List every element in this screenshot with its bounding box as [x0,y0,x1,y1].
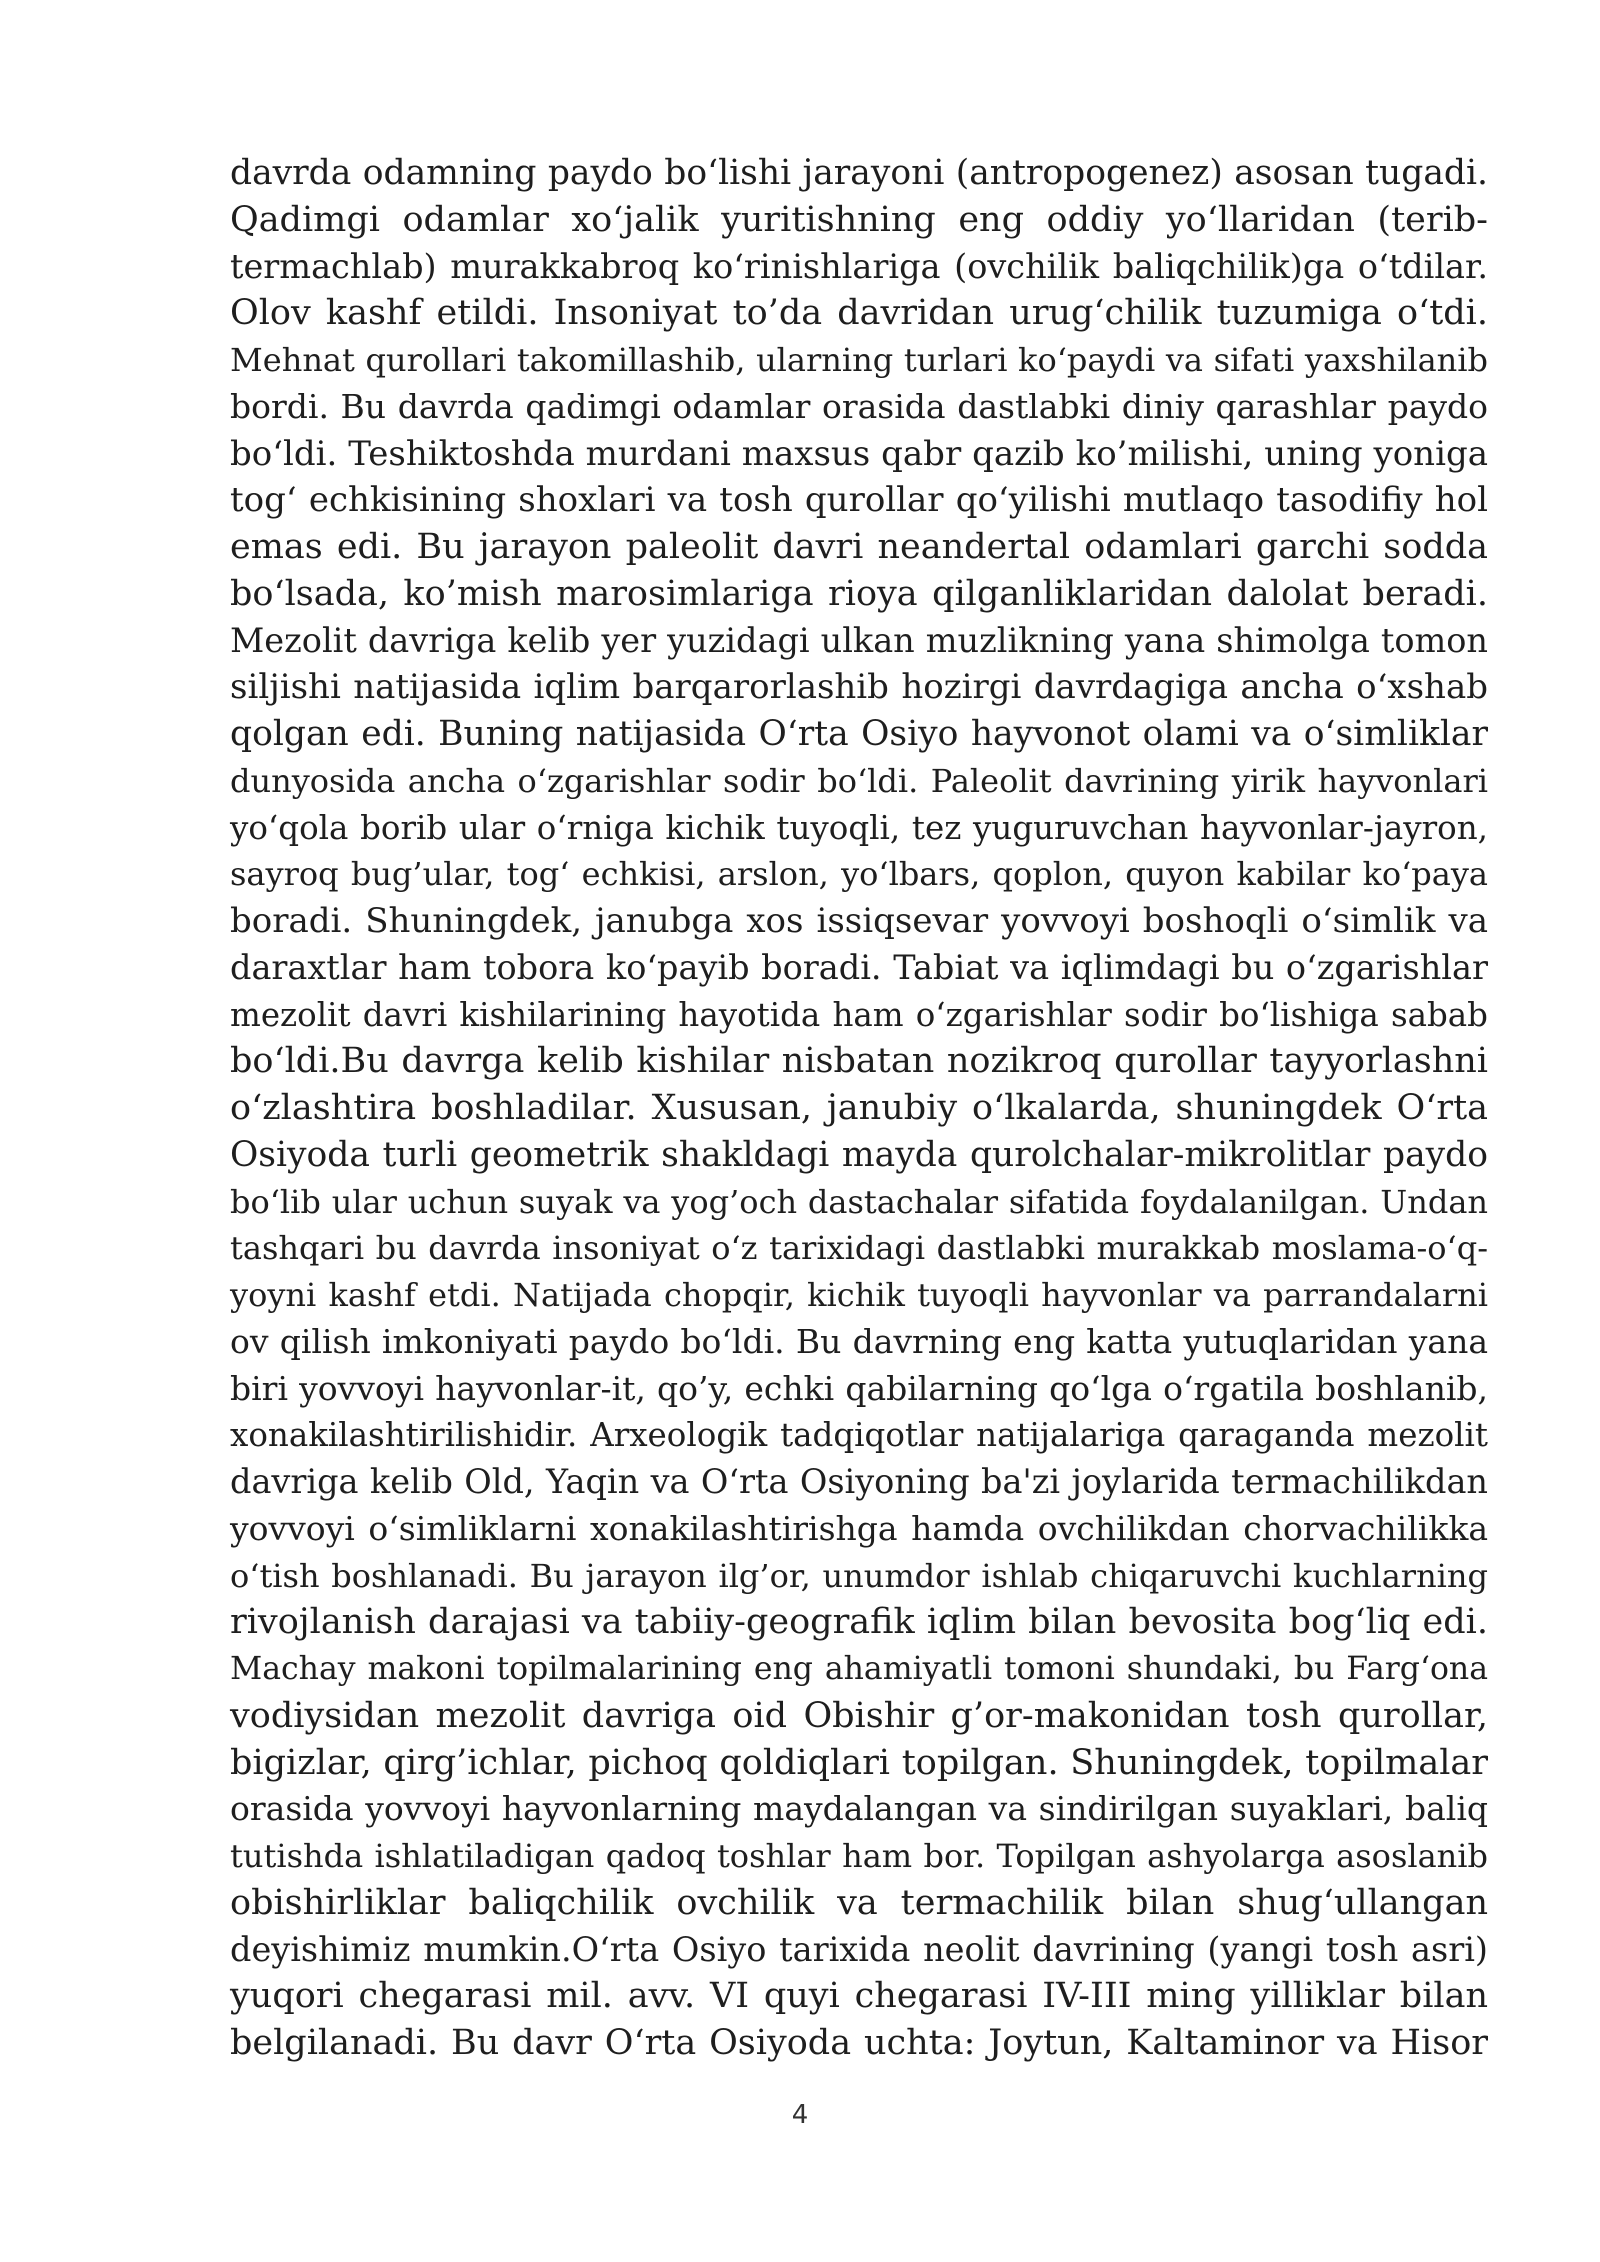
text-line: belgilanadi. Bu davr O‘rta Osiyoda uchta: Joytun, Kaltaminor va Hisor [230,2023,1488,2063]
text-line: o‘tish boshlanadi. Bu jarayon ilg’or, unumdor ishlab chiqaruvchi kuchlarning [230,1556,1488,1595]
text-line: bo‘ldi.Bu davrga kelib kishilar nisbatan nozikroq qurollar tayyorlashni [230,1041,1488,1082]
text-line: davriga kelib Old, Yaqin va O‘rta Osiyoning ba'zi joylarida termachilikdan [230,1462,1488,1501]
text-line: ov qilish imkoniyati paydo bo‘ldi. Bu davrning eng katta yutuqlaridan yana [230,1321,1488,1361]
text-line: sayroq bug’ular, tog‘ echkisi, arslon, yo‘lbars, qoplon, quyon kabilar ko‘paya [230,855,1488,894]
text-line: termachlab) murakkabroq ko‘rinishlariga (ovchilik baliqchilik)ga o‘tdilar. [230,246,1488,286]
text-line: yovvoyi o‘simliklarni xonakilashtirishga hamda ovchilikdan chorvachilikka [230,1508,1488,1548]
text-line: mezolit davri kishilarining hayotida ham o‘zgarishlar sodir bo‘lishiga sabab [230,995,1488,1034]
text-line: bo‘lsada, ko’mish marosimlariga rioya qilganliklaridan dalolat beradi. [230,573,1488,614]
text-line: qolgan edi. Buning natijasida O‘rta Osiyo hayvonot olami va o‘simliklar [230,714,1488,754]
text-line: davrda odamning paydo bo‘lishi jarayoni (antropogenez) asosan tugadi. [230,153,1488,193]
text-line: yo‘qola borib ular o‘rniga kichik tuyoqli, tez yuguruvchan hayvonlar-jayron, [230,808,1488,847]
text-line: orasida yovvoyi hayvonlarning maydalangan va sindirilgan suyaklari, baliq [230,1789,1488,1829]
text-line: Mehnat qurollari takomillashib, ularning turlari ko‘paydi va sifati yaxshilanib [230,341,1488,379]
text-line: obishirliklar baliqchilik ovchilik va termachilik bilan shug‘ullangan [230,1882,1488,1923]
text-line: tutishda ishlatiladigan qadoq toshlar ham bor. Topilgan ashyolarga asoslanib [230,1837,1488,1875]
text-line: bo‘lib ular uchun suyak va yog’och dastachalar sifatida foydalanilgan. Undan [230,1182,1488,1221]
text-line: deyishimiz mumkin.O‘rta Osiyo tarixida neolit davrining (yangi tosh asri) [230,1929,1488,1969]
text-line: Olov kashf etildi. Insoniyat to’da davridan urug‘chilik tuzumiga o‘tdi. [230,293,1488,334]
text-line: bordi. Bu davrda qadimgi odamlar orasida dastlabki diniy qarashlar paydo [230,386,1488,426]
text-line: rivojlanish darajasi va tabiiy-geografik iqlim bilan bevosita bog‘liq edi. [230,1602,1488,1643]
text-line: yuqori chegarasi mil. avv. VI quyi chegarasi IV-III ming yilliklar bilan [230,1976,1488,2017]
text-line: tog‘ echkisining shoxlari va tosh qurollar qo‘yilishi mutlaqo tasodifiy hol [230,480,1488,521]
text-line: bo‘ldi. Teshiktoshda murdani maxsus qabr qazib ko’milishi, uning yoniga [230,433,1488,474]
text-line: daraxtlar ham tobora ko‘payib boradi. Tabiat va iqlimdagi bu o‘zgarishlar [230,947,1488,987]
text-line: boradi. Shuningdek, janubga xos issiqsevar yovvoyi boshoqli o‘simlik va [230,901,1488,941]
text-line: Machay makoni topilmalarining eng ahamiyatli tomoni shundaki, bu Farg‘ona [230,1651,1488,1687]
text-line: xonakilashtirilishidir. Arxeologik tadqiqotlar natijalariga qaraganda mezolit [230,1416,1488,1455]
text-line: Osiyoda turli geometrik shakldagi mayda qurolchalar-mikrolitlar paydo [230,1134,1488,1175]
text-line: o‘zlashtira boshladilar. Xususan, janubiy o‘lkalarda, shuningdek O‘rta [230,1088,1488,1128]
text-line: biri yovvoyi hayvonlar-it, qo’y, echki qabilarning qo‘lga o‘rgatila boshlanib, [230,1368,1488,1408]
text-line: dunyosida ancha o‘zgarishlar sodir bo‘ldi. Paleolit davrining yirik hayvonlari [230,761,1488,800]
text-line: emas edi. Bu jarayon paleolit davri neandertal odamlari garchi sodda [230,527,1488,567]
body-text [230,150,1488,2067]
text-line: Qadimgi odamlar xo‘jalik yuritishning eng oddiy yo‘llaridan (terib- [230,199,1488,240]
text-line: bigizlar, qirg’ichlar, pichoq qoldiqlari topilgan. Shuningdek, topilmalar [230,1742,1488,1783]
text-line: siljishi natijasida iqlim barqarorlashib hozirgi davrdagiga ancha o‘xshab [230,667,1488,708]
text-line: tashqari bu davrda insoniyat o‘z tarixidagi dastlabki murakkab moslama-o‘q- [230,1229,1488,1268]
page-number: 4 [791,2100,809,2130]
text-line: yoyni kashf etdi. Natijada chopqir, kichik tuyoqli hayvonlar va parrandalarni [230,1276,1488,1314]
text-line: Mezolit davriga kelib yer yuzidagi ulkan muzlikning yana shimolga tomon [230,620,1488,660]
text-line: vodiysidan mezolit davriga oid Obishir g’or-makonidan tosh qurollar, [230,1695,1488,1736]
